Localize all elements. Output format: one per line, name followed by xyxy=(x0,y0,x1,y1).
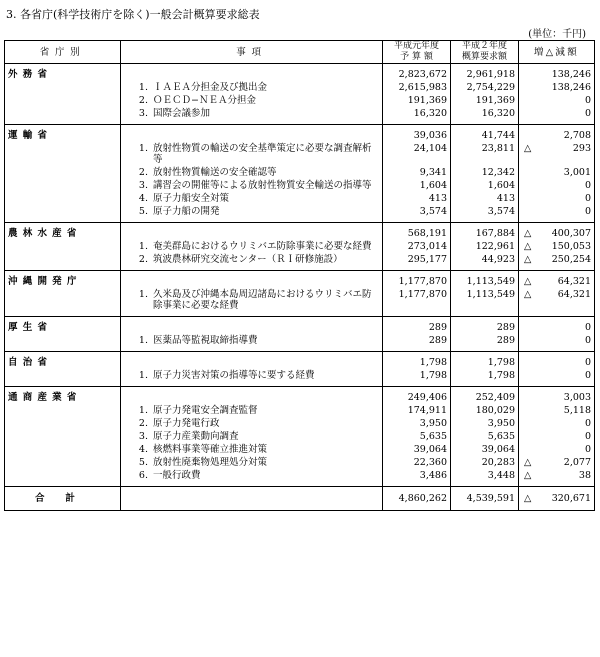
item-number: 1. xyxy=(138,143,148,154)
prev-budget: 413 xyxy=(383,191,451,204)
prev-budget: 39,036 xyxy=(383,125,451,142)
table-body xyxy=(5,64,595,511)
diff-cell xyxy=(519,80,595,93)
prev-budget: 1,604 xyxy=(383,178,451,191)
request-amount: 2,961,918 xyxy=(451,64,519,81)
diff-cell xyxy=(519,387,595,404)
item-row xyxy=(5,403,595,416)
diff-value: 0 xyxy=(584,431,591,442)
item-number: 3. xyxy=(138,108,148,119)
diff-cell xyxy=(519,317,595,334)
item-name: 原子力船安全対策 xyxy=(153,193,230,204)
request-amount: 39,064 xyxy=(451,442,519,455)
diff-value: 0 xyxy=(584,418,591,429)
request-amount: 1,604 xyxy=(451,178,519,191)
item-number: 2. xyxy=(138,95,148,106)
request-amount: 180,029 xyxy=(451,403,519,416)
diff-cell xyxy=(519,252,595,271)
item-name: 放射性物質輸送の安全確認等 xyxy=(153,167,277,178)
item-row xyxy=(5,191,595,204)
diff-cell xyxy=(519,106,595,125)
item-name: 一般行政費 xyxy=(153,470,201,481)
request-amount: 16,320 xyxy=(451,106,519,125)
ministry-cell xyxy=(5,106,121,125)
item-cell xyxy=(121,80,383,93)
item-cell xyxy=(121,429,383,442)
diff-value: 0 xyxy=(584,357,591,368)
item-name: 放射性物質の輸送の安全基準策定に必要な調査解析等 xyxy=(153,143,372,165)
header-item: 事項 xyxy=(121,41,383,64)
prev-budget: 39,064 xyxy=(383,442,451,455)
decrease-mark: △ xyxy=(524,289,532,300)
item-row xyxy=(5,416,595,429)
prev-budget: 24,104 xyxy=(383,141,451,165)
request-amount: 44,923 xyxy=(451,252,519,271)
diff-value: 64,321 xyxy=(557,276,591,287)
item-cell xyxy=(121,93,383,106)
item-number: 4. xyxy=(138,193,148,204)
diff-value: 5,118 xyxy=(563,405,591,416)
item-number: 5. xyxy=(138,457,148,468)
request-amount: 41,744 xyxy=(451,125,519,142)
diff-cell xyxy=(519,64,595,81)
diff-value: 250,254 xyxy=(551,254,591,265)
diff-value: 138,246 xyxy=(551,69,591,80)
item-row xyxy=(5,287,595,317)
item-name: ＯＥＣＤ−ＮＥＡ分担金 xyxy=(153,95,256,106)
request-amount: 289 xyxy=(451,333,519,352)
diff-cell xyxy=(519,125,595,142)
ministry-row xyxy=(5,387,595,404)
prev-budget: 5,635 xyxy=(383,429,451,442)
prev-budget: 3,486 xyxy=(383,468,451,487)
request-amount: 2,754,229 xyxy=(451,80,519,93)
item-name: ＩＡＥＡ分担金及び拠出金 xyxy=(153,82,268,93)
prev-budget: 22,360 xyxy=(383,455,451,468)
ministry-name: 通商産業省 xyxy=(5,387,121,404)
decrease-mark: △ xyxy=(524,143,532,154)
diff-cell xyxy=(519,368,595,387)
item-row xyxy=(5,165,595,178)
item-cell xyxy=(121,125,383,142)
prev-budget: 289 xyxy=(383,317,451,334)
item-row xyxy=(5,178,595,191)
item-cell xyxy=(121,416,383,429)
item-number: 5. xyxy=(138,206,148,217)
item-row xyxy=(5,239,595,252)
decrease-mark: △ xyxy=(524,470,532,481)
diff-value: 38 xyxy=(578,470,591,481)
diff-cell xyxy=(519,271,595,288)
diff-value: 0 xyxy=(584,95,591,106)
request-amount: 1,798 xyxy=(451,352,519,369)
prev-budget: 174,911 xyxy=(383,403,451,416)
prev-budget: 191,369 xyxy=(383,93,451,106)
prev-budget: 1,177,870 xyxy=(383,271,451,288)
item-cell xyxy=(121,223,383,240)
diff-cell xyxy=(519,403,595,416)
request-amount: 23,811 xyxy=(451,141,519,165)
item-row xyxy=(5,442,595,455)
item-cell xyxy=(121,403,383,416)
ministry-cell xyxy=(5,178,121,191)
item-cell xyxy=(121,455,383,468)
item-number: 1. xyxy=(138,405,148,416)
ministry-row xyxy=(5,64,595,81)
item-row xyxy=(5,93,595,106)
item-name: 医薬品等監視取締指導費 xyxy=(153,335,258,346)
prev-budget: 1,798 xyxy=(383,352,451,369)
diff-value: 320,671 xyxy=(551,493,591,504)
item-number: 1. xyxy=(138,335,148,346)
item-row xyxy=(5,468,595,487)
diff-value: 2,077 xyxy=(563,457,591,468)
item-name: 久米島及び沖縄本島周辺諸島におけるウリミバエ防除事業に必要な経費 xyxy=(153,289,372,311)
prev-budget: 295,177 xyxy=(383,252,451,271)
diff-value: 150,053 xyxy=(551,241,591,252)
item-row xyxy=(5,80,595,93)
item-row xyxy=(5,204,595,223)
diff-value: 293 xyxy=(572,143,591,154)
ministry-row xyxy=(5,317,595,334)
page-title: 3. 各省庁(科学技術庁を除く)一般会計概算要求総表 xyxy=(6,8,260,21)
prev-budget: 3,950 xyxy=(383,416,451,429)
prev-budget: 249,406 xyxy=(383,387,451,404)
request-amount: 20,283 xyxy=(451,455,519,468)
diff-value: 0 xyxy=(584,370,591,381)
item-number: 1. xyxy=(138,289,148,300)
ministry-cell xyxy=(5,204,121,223)
diff-cell xyxy=(519,333,595,352)
item-row xyxy=(5,333,595,352)
request-amount: 5,635 xyxy=(451,429,519,442)
item-row xyxy=(5,455,595,468)
header-diff: 増△減額 xyxy=(519,41,595,64)
item-name: 放射性廃棄物処理処分対策 xyxy=(153,457,268,468)
ministry-cell xyxy=(5,93,121,106)
item-cell xyxy=(121,239,383,252)
ministry-cell xyxy=(5,455,121,468)
ministry-cell xyxy=(5,416,121,429)
diff-cell xyxy=(519,429,595,442)
item-number: 3. xyxy=(138,180,148,191)
header-request xyxy=(451,41,519,64)
diff-cell xyxy=(519,165,595,178)
item-name: 原子力産業動向調査 xyxy=(153,431,239,442)
item-cell xyxy=(121,141,383,165)
item-name: 講習会の開催等による放射性物質安全輸送の指導等 xyxy=(153,180,372,191)
item-cell xyxy=(121,442,383,455)
prev-budget: 9,341 xyxy=(383,165,451,178)
diff-cell xyxy=(519,93,595,106)
ministry-row xyxy=(5,352,595,369)
item-row xyxy=(5,141,595,165)
diff-cell xyxy=(519,352,595,369)
request-amount: 3,574 xyxy=(451,204,519,223)
diff-cell xyxy=(519,178,595,191)
ministry-cell xyxy=(5,165,121,178)
ministry-name: 運輸省 xyxy=(5,125,121,142)
total-label: 合計 xyxy=(5,487,121,511)
request-amount: 3,448 xyxy=(451,468,519,487)
item-cell xyxy=(121,64,383,81)
request-amount: 1,113,549 xyxy=(451,271,519,288)
ministry-cell xyxy=(5,191,121,204)
diff-value: 0 xyxy=(584,180,591,191)
item-row xyxy=(5,252,595,271)
diff-value: 0 xyxy=(584,206,591,217)
item-cell xyxy=(121,165,383,178)
item-cell xyxy=(121,287,383,317)
ministry-row xyxy=(5,125,595,142)
item-cell xyxy=(121,252,383,271)
total-prev: 4,860,262 xyxy=(383,487,451,511)
ministry-cell xyxy=(5,141,121,165)
request-amount: 3,950 xyxy=(451,416,519,429)
prev-budget: 568,191 xyxy=(383,223,451,240)
ministry-row xyxy=(5,271,595,288)
prev-budget: 1,177,870 xyxy=(383,287,451,317)
request-amount: 1,113,549 xyxy=(451,287,519,317)
header-prev-line1: 平成元年度 xyxy=(393,41,439,51)
item-number: 1. xyxy=(138,370,148,381)
item-name: 原子力発電安全調査監督 xyxy=(153,405,258,416)
item-number: 2. xyxy=(138,167,148,178)
ministry-name: 自治省 xyxy=(5,352,121,369)
ministry-cell xyxy=(5,252,121,271)
item-row xyxy=(5,368,595,387)
item-name: 核燃料事業等確立推進対策 xyxy=(153,444,268,455)
ministry-name: 厚生省 xyxy=(5,317,121,334)
header-prev-line2: 予 算 額 xyxy=(400,52,433,62)
unit-note: (単位：千円) xyxy=(528,29,586,40)
diff-cell xyxy=(519,204,595,223)
diff-value: 0 xyxy=(584,322,591,333)
diff-cell xyxy=(519,141,595,165)
decrease-mark: △ xyxy=(524,457,532,468)
item-cell xyxy=(121,191,383,204)
total-request: 4,539,591 xyxy=(451,487,519,511)
item-number: 1. xyxy=(138,82,148,93)
decrease-mark: △ xyxy=(524,493,532,504)
header-req-line2: 概算要求額 xyxy=(461,52,507,62)
item-cell xyxy=(121,106,383,125)
request-amount: 122,961 xyxy=(451,239,519,252)
request-amount: 289 xyxy=(451,317,519,334)
diff-cell xyxy=(519,287,595,317)
decrease-mark: △ xyxy=(524,276,532,287)
ministry-cell xyxy=(5,287,121,317)
prev-budget: 289 xyxy=(383,333,451,352)
prev-budget: 16,320 xyxy=(383,106,451,125)
decrease-mark: △ xyxy=(524,228,532,239)
item-cell xyxy=(121,271,383,288)
item-number: 1. xyxy=(138,241,148,252)
item-cell xyxy=(121,317,383,334)
diff-cell xyxy=(519,455,595,468)
item-number: 2. xyxy=(138,254,148,265)
diff-cell xyxy=(519,442,595,455)
table-header-row xyxy=(5,41,595,64)
diff-value: 0 xyxy=(584,444,591,455)
header-prev-budget xyxy=(383,41,451,64)
item-cell xyxy=(121,368,383,387)
diff-value: 64,321 xyxy=(557,289,591,300)
diff-cell xyxy=(519,223,595,240)
request-amount: 167,884 xyxy=(451,223,519,240)
item-name: 奄美群島におけるウリミバエ防除事業に必要な経費 xyxy=(153,241,372,252)
ministry-name: 沖縄開発庁 xyxy=(5,271,121,288)
diff-value: 400,307 xyxy=(551,228,591,239)
ministry-cell xyxy=(5,80,121,93)
prev-budget: 1,798 xyxy=(383,368,451,387)
diff-cell xyxy=(519,191,595,204)
total-row xyxy=(5,487,595,511)
budget-table xyxy=(4,40,595,511)
request-amount: 413 xyxy=(451,191,519,204)
diff-cell xyxy=(519,468,595,487)
diff-value: 3,001 xyxy=(563,167,591,178)
item-name: 原子力船の開発 xyxy=(153,206,220,217)
prev-budget: 3,574 xyxy=(383,204,451,223)
ministry-cell xyxy=(5,239,121,252)
item-cell xyxy=(121,352,383,369)
request-amount: 1,798 xyxy=(451,368,519,387)
diff-value: 138,246 xyxy=(551,82,591,93)
item-name: 国際会議参加 xyxy=(153,108,211,119)
diff-value: 0 xyxy=(584,108,591,119)
decrease-mark: △ xyxy=(524,254,532,265)
request-amount: 12,342 xyxy=(451,165,519,178)
header-ministry: 省庁別 xyxy=(5,41,121,64)
ministry-cell xyxy=(5,333,121,352)
diff-value: 2,708 xyxy=(563,130,591,141)
request-amount: 191,369 xyxy=(451,93,519,106)
prev-budget: 2,615,983 xyxy=(383,80,451,93)
item-number: 4. xyxy=(138,444,148,455)
ministry-cell xyxy=(5,468,121,487)
ministry-cell xyxy=(5,442,121,455)
ministry-name: 外務省 xyxy=(5,64,121,81)
item-row xyxy=(5,106,595,125)
item-cell xyxy=(121,487,383,511)
item-cell xyxy=(121,178,383,191)
prev-budget: 273,014 xyxy=(383,239,451,252)
diff-cell xyxy=(519,239,595,252)
ministry-name: 農林水産省 xyxy=(5,223,121,240)
ministry-cell xyxy=(5,368,121,387)
prev-budget: 2,823,672 xyxy=(383,64,451,81)
ministry-cell xyxy=(5,403,121,416)
item-row xyxy=(5,429,595,442)
item-name: 原子力災害対策の指導等に要する経費 xyxy=(153,370,315,381)
item-number: 2. xyxy=(138,418,148,429)
diff-cell xyxy=(519,416,595,429)
request-amount: 252,409 xyxy=(451,387,519,404)
item-number: 6. xyxy=(138,470,148,481)
item-cell xyxy=(121,387,383,404)
item-cell xyxy=(121,468,383,487)
ministry-row xyxy=(5,223,595,240)
diff-value: 0 xyxy=(584,335,591,346)
diff-value: 0 xyxy=(584,193,591,204)
item-cell xyxy=(121,204,383,223)
diff-value: 3,003 xyxy=(563,392,591,403)
item-cell xyxy=(121,333,383,352)
ministry-cell xyxy=(5,429,121,442)
header-req-line1: 平成２年度 xyxy=(461,41,507,51)
item-number: 3. xyxy=(138,431,148,442)
item-name: 筑波農林研究交流センター（ＲＩ研修施設） xyxy=(153,254,343,265)
diff-cell xyxy=(519,487,595,511)
item-name: 原子力発電行政 xyxy=(153,418,220,429)
decrease-mark: △ xyxy=(524,241,532,252)
